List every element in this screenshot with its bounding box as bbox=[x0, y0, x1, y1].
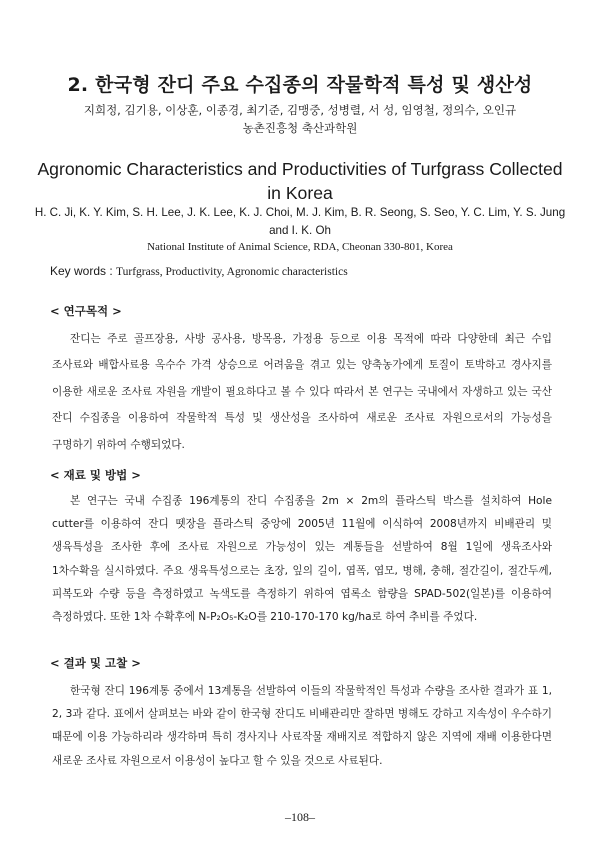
keywords-label: Key words : bbox=[50, 264, 117, 278]
section-body-methods: 본 연구는 국내 수집종 196계통의 잔디 수집종을 2m × 2m의 플라스틱 박스를 설치하여 Hole cutter를 이용하여 잔디 뗏장을 플라스틱 중앙에 2005년 11월에 이식하여 2008년까지 비배관리 및 생육특성을 조사한 후에 조사료 자원으로 가능성이 있는 계통들을 선발하여 8월 1일에 생육조사와 1차수확을 실시하였다. 주요 생육특성으로는 초장, 잎의 길이, 엽폭, 엽모, 병해, 충해, 절간길이, 절간두께, 피복도와 수량 등을 측정하였고 녹색도를 측정하기 위하여 엽록소 함량을 SPAD-502(일본)를 이용하여 측정하였다. 또한 1차 수확후에 N-P₂O₅-K₂O를 210-170-170 kg/ha로 하여 추비를 주었다. bbox=[52, 495, 552, 624]
korean-title: 2. 한국형 잔디 주요 수집종의 작물학적 특성 및 생산성 bbox=[67, 74, 533, 96]
english-title: Agronomic Characteristics and Productivities of Turfgrass Collected in Korea bbox=[37, 159, 563, 203]
page-number: –108– bbox=[285, 810, 315, 824]
keywords-line bbox=[50, 264, 570, 279]
section-heading-results: < 결과 및 고찰 > bbox=[50, 656, 141, 670]
korean-affiliation: 농촌진흥청 축산과학원 bbox=[242, 121, 358, 135]
section-body-purpose: 잔디는 주로 골프장용, 사방 공사용, 방목용, 가정용 등으로 이용 목적에 따라 다양한데 최근 수입 조사료와 배합사료용 옥수수 가격 상승으로 어려움을 겪고 있는 양축농가에게 토질이 토박하고 경사지를 이용한 새로운 조사료 자원을 개발이 필요하다고 볼 수 있다 따라서 본 연구는 국내에서 자생하고 있는 국산 잔디 수집종을 이용하여 작물학적 특성 및 생산성을 조사하여 새로운 조사료 자원으로서의 가능성을 구명하기 위하여 수행되었다. bbox=[52, 333, 552, 451]
english-affiliation: National Institute of Animal Science, RDA, Cheonan 330-801, Korea bbox=[147, 241, 453, 253]
section-heading-methods: < 재료 및 방법 > bbox=[50, 468, 141, 482]
korean-authors: 지희정, 김기용, 이상훈, 이종경, 최기준, 김맹중, 성병렬, 서 성, 임영철, 정의수, 오인규 bbox=[83, 103, 517, 117]
keywords-values: Turfgrass, Productivity, Agronomic characteristics bbox=[116, 266, 348, 278]
section-heading-purpose: < 연구목적 > bbox=[50, 304, 122, 318]
english-authors: H. C. Ji, K. Y. Kim, S. H. Lee, J. K. Lee, K. J. Choi, M. J. Kim, B. R. Seong, S. Seo, Y. C. Lim, Y. S. Jung and I. K. Oh bbox=[34, 206, 566, 237]
section-body-results: 한국형 잔디 196계통 중에서 13계통을 선발하여 이들의 작물학적인 특성과 수량을 조사한 결과가 표 1, 2, 3과 같다. 표에서 살펴보는 바와 같이 한국형 잔디도 비배관리만 잘하면 병해도 강하고 지속성이 우수하기 때문에 이용 가능하리라 생각하며 특히 경사지나 사료작물 재배지로 적합하지 않은 지역에 재배 이용한다면 새로운 조사료 자원으로서 이용성이 높다고 할 수 있을 것으로 사료된다. bbox=[52, 685, 552, 767]
